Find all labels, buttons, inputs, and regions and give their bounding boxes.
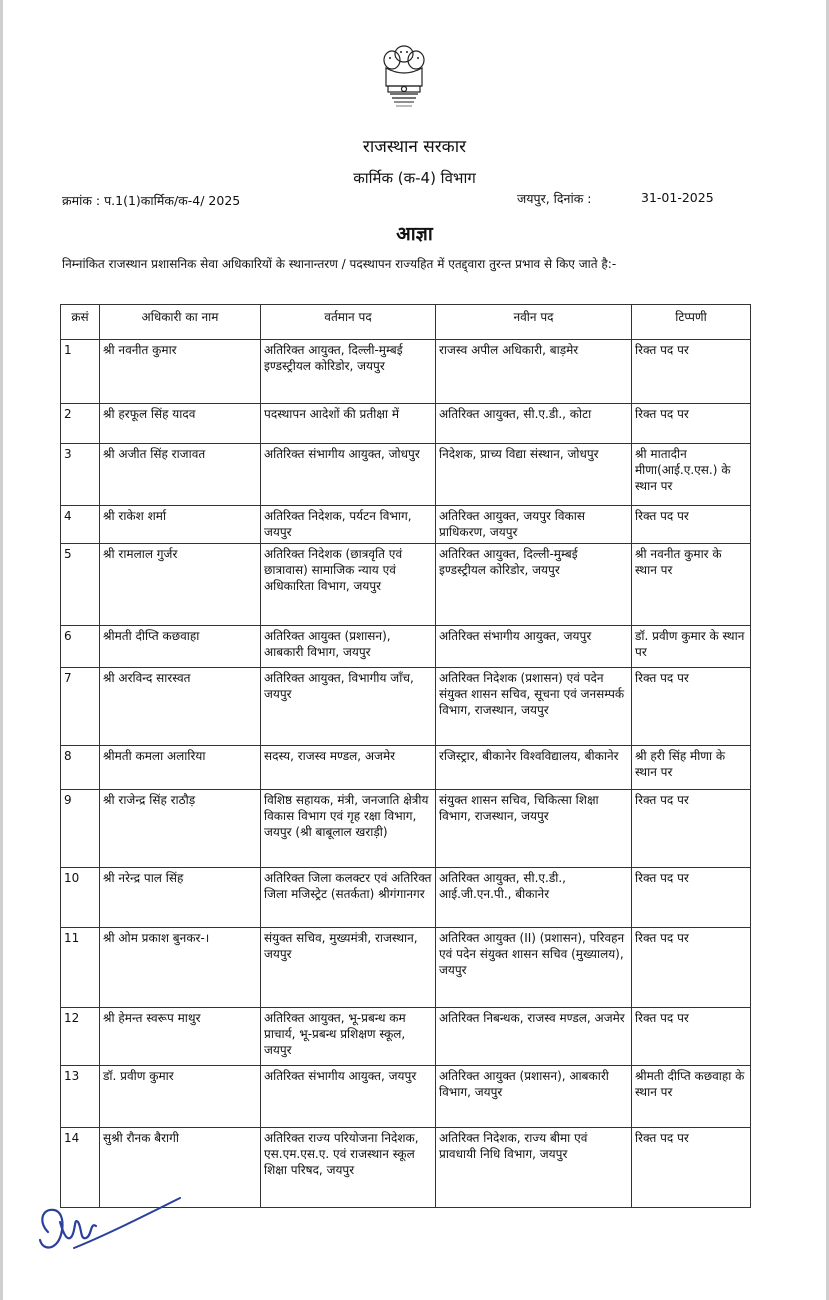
table-header-row xyxy=(61,305,751,340)
signature-icon xyxy=(34,1192,184,1262)
cell-name: डॉ. प्रवीण कुमार xyxy=(100,1066,261,1128)
cell-name: श्री हरफूल सिंह यादव xyxy=(100,404,261,444)
column-header-name: अधिकारी का नाम xyxy=(100,305,261,340)
cell-current-post: सदस्य, राजस्व मण्डल, अजमेर xyxy=(261,746,436,790)
cell-new-post: अतिरिक्त निदेशक (प्रशासन) एवं पदेन संयुक्त शासन सचिव, सूचना एवं जनसम्पर्क विभाग, राजस्थान, जयपुर xyxy=(436,668,632,746)
table-row xyxy=(61,444,751,506)
cell-current-post: अतिरिक्त निदेशक, पर्यटन विभाग, जयपुर xyxy=(261,506,436,544)
cell-sno: 9 xyxy=(61,790,100,868)
cell-current-post: अतिरिक्त जिला कलक्टर एवं अतिरिक्त जिला मजिस्ट्रेट (सतर्कता) श्रीगंगानगर xyxy=(261,868,436,928)
table-row xyxy=(61,928,751,1008)
cell-current-post: अतिरिक्त संभागीय आयुक्त, जयपुर xyxy=(261,1066,436,1128)
cell-current-post: पदस्थापन आदेशों की प्रतीक्षा में xyxy=(261,404,436,444)
intro-paragraph: निम्नांकित राजस्थान प्रशासनिक सेवा अधिकारियों के स्थानान्तरण / पदस्थापन राज्यहित में एतद्द्वारा तुरन्त प्रभाव से किए जाते है:- xyxy=(62,257,617,271)
cell-name: श्री नरेन्द्र पाल सिंह xyxy=(100,868,261,928)
cell-remark: रिक्त पद पर xyxy=(632,1008,751,1066)
cell-current-post: अतिरिक्त आयुक्त, भू-प्रबन्ध कम प्राचार्य, भू-प्रबन्ध प्रशिक्षण स्कूल, जयपुर xyxy=(261,1008,436,1066)
transfer-table xyxy=(60,304,751,1208)
cell-current-post: अतिरिक्त राज्य परियोजना निदेशक, एस.एम.एस.ए. एवं राजस्थान स्कूल शिक्षा परिषद, जयपुर xyxy=(261,1128,436,1208)
cell-remark: रिक्त पद पर xyxy=(632,506,751,544)
department-title: कार्मिक (क-4) विभाग xyxy=(353,169,476,187)
cell-name: श्री अजीत सिंह राजावत xyxy=(100,444,261,506)
table-row xyxy=(61,340,751,404)
cell-new-post: राजस्व अपील अधिकारी, बाड़मेर xyxy=(436,340,632,404)
order-number: क्रमांक : प.1(1)कार्मिक/क-4/ 2025 xyxy=(62,193,241,208)
cell-new-post: अतिरिक्त संभागीय आयुक्त, जयपुर xyxy=(436,626,632,668)
cell-name: श्री राकेश शर्मा xyxy=(100,506,261,544)
cell-sno: 10 xyxy=(61,868,100,928)
cell-remark: श्रीमती दीप्ति कछवाहा के स्थान पर xyxy=(632,1066,751,1128)
cell-new-post: रजिस्ट्रार, बीकानेर विश्वविद्यालय, बीकानेर xyxy=(436,746,632,790)
cell-sno: 3 xyxy=(61,444,100,506)
cell-current-post: संयुक्त सचिव, मुख्यमंत्री, राजस्थान, जयपुर xyxy=(261,928,436,1008)
cell-remark: श्री नवनीत कुमार के स्थान पर xyxy=(632,544,751,626)
cell-current-post: अतिरिक्त निदेशक (छात्रवृति एवं छात्रावास) सामाजिक न्याय एवं अधिकारिता विभाग, जयपुर xyxy=(261,544,436,626)
cell-new-post: अतिरिक्त आयुक्त, सी.ए.डी., आई.जी.एन.पी., बीकानेर xyxy=(436,868,632,928)
table-row xyxy=(61,668,751,746)
cell-remark: रिक्त पद पर xyxy=(632,340,751,404)
cell-name: श्रीमती दीप्ति कछवाहा xyxy=(100,626,261,668)
cell-remark: रिक्त पद पर xyxy=(632,790,751,868)
cell-sno: 13 xyxy=(61,1066,100,1128)
government-title: राजस्थान सरकार xyxy=(362,137,467,157)
table-row xyxy=(61,1066,751,1128)
cell-new-post: अतिरिक्त आयुक्त (प्रशासन), आबकारी विभाग, जयपुर xyxy=(436,1066,632,1128)
cell-sno: 11 xyxy=(61,928,100,1008)
cell-remark: रिक्त पद पर xyxy=(632,668,751,746)
cell-new-post: संयुक्त शासन सचिव, चिकित्सा शिक्षा विभाग, राजस्थान, जयपुर xyxy=(436,790,632,868)
cell-new-post: निदेशक, प्राच्य विद्या संस्थान, जोधपुर xyxy=(436,444,632,506)
table-row xyxy=(61,626,751,668)
cell-new-post: अतिरिक्त निबन्धक, राजस्व मण्डल, अजमेर xyxy=(436,1008,632,1066)
cell-new-post: अतिरिक्त आयुक्त (II) (प्रशासन), परिवहन एवं पदेन संयुक्त शासन सचिव (मुख्यालय), जयपुर xyxy=(436,928,632,1008)
cell-name: श्री रामलाल गुर्जर xyxy=(100,544,261,626)
cell-sno: 8 xyxy=(61,746,100,790)
cell-current-post: विशिष्ठ सहायक, मंत्री, जनजाति क्षेत्रीय विकास विभाग एवं गृह रक्षा विभाग, जयपुर (श्री बाबूलाल खराड़ी) xyxy=(261,790,436,868)
table-row xyxy=(61,790,751,868)
cell-sno: 5 xyxy=(61,544,100,626)
cell-remark: श्री मातादीन मीणा(आई.ए.एस.) के स्थान पर xyxy=(632,444,751,506)
cell-remark: रिक्त पद पर xyxy=(632,404,751,444)
cell-new-post: अतिरिक्त आयुक्त, जयपुर विकास प्राधिकरण, जयपुर xyxy=(436,506,632,544)
column-header-new-post: नवीन पद xyxy=(436,305,632,340)
cell-remark: रिक्त पद पर xyxy=(632,868,751,928)
cell-name: श्री अरविन्द सारस्वत xyxy=(100,668,261,746)
cell-sno: 6 xyxy=(61,626,100,668)
column-header-remark: टिप्पणी xyxy=(632,305,751,340)
place-date-label: जयपुर, दिनांक : xyxy=(517,191,592,206)
cell-name: श्री हेमन्त स्वरूप माथुर xyxy=(100,1008,261,1066)
cell-current-post: अतिरिक्त आयुक्त, दिल्ली-मुम्बई इण्डस्ट्रीयल कोरिडोर, जयपुर xyxy=(261,340,436,404)
table-row xyxy=(61,1008,751,1066)
cell-remark: रिक्त पद पर xyxy=(632,928,751,1008)
table-row xyxy=(61,506,751,544)
cell-new-post: अतिरिक्त आयुक्त, सी.ए.डी., कोटा xyxy=(436,404,632,444)
cell-sno: 1 xyxy=(61,340,100,404)
cell-sno: 14 xyxy=(61,1128,100,1208)
cell-sno: 4 xyxy=(61,506,100,544)
cell-name: सुश्री रौनक बैरागी xyxy=(100,1128,261,1208)
order-date: 31-01-2025 xyxy=(641,190,714,205)
table-row xyxy=(61,544,751,626)
column-header-sno: क्रसं xyxy=(61,305,100,340)
cell-remark: श्री हरी सिंह मीणा के स्थान पर xyxy=(632,746,751,790)
cell-sno: 12 xyxy=(61,1008,100,1066)
cell-sno: 2 xyxy=(61,404,100,444)
cell-sno: 7 xyxy=(61,668,100,746)
table-row xyxy=(61,404,751,444)
state-emblem-icon xyxy=(378,38,430,110)
cell-new-post: अतिरिक्त निदेशक, राज्य बीमा एवं प्रावधायी निधि विभाग, जयपुर xyxy=(436,1128,632,1208)
cell-new-post: अतिरिक्त आयुक्त, दिल्ली-मुम्बई इण्डस्ट्रीयल कोरिडोर, जयपुर xyxy=(436,544,632,626)
cell-remark: रिक्त पद पर xyxy=(632,1128,751,1208)
cell-name: श्री राजेन्द्र सिंह राठौड़ xyxy=(100,790,261,868)
table-row xyxy=(61,746,751,790)
cell-current-post: अतिरिक्त आयुक्त (प्रशासन), आबकारी विभाग, जयपुर xyxy=(261,626,436,668)
cell-name: श्रीमती कमला अलारिया xyxy=(100,746,261,790)
table-row xyxy=(61,868,751,928)
order-heading: आज्ञा xyxy=(396,223,433,245)
cell-current-post: अतिरिक्त आयुक्त, विभागीय जाँच, जयपुर xyxy=(261,668,436,746)
cell-name: श्री ओम प्रकाश बुनकर-। xyxy=(100,928,261,1008)
page-edge-left xyxy=(0,0,3,1300)
cell-remark: डॉ. प्रवीण कुमार के स्थान पर xyxy=(632,626,751,668)
cell-name: श्री नवनीत कुमार xyxy=(100,340,261,404)
cell-current-post: अतिरिक्त संभागीय आयुक्त, जोधपुर xyxy=(261,444,436,506)
column-header-current-post: वर्तमान पद xyxy=(261,305,436,340)
